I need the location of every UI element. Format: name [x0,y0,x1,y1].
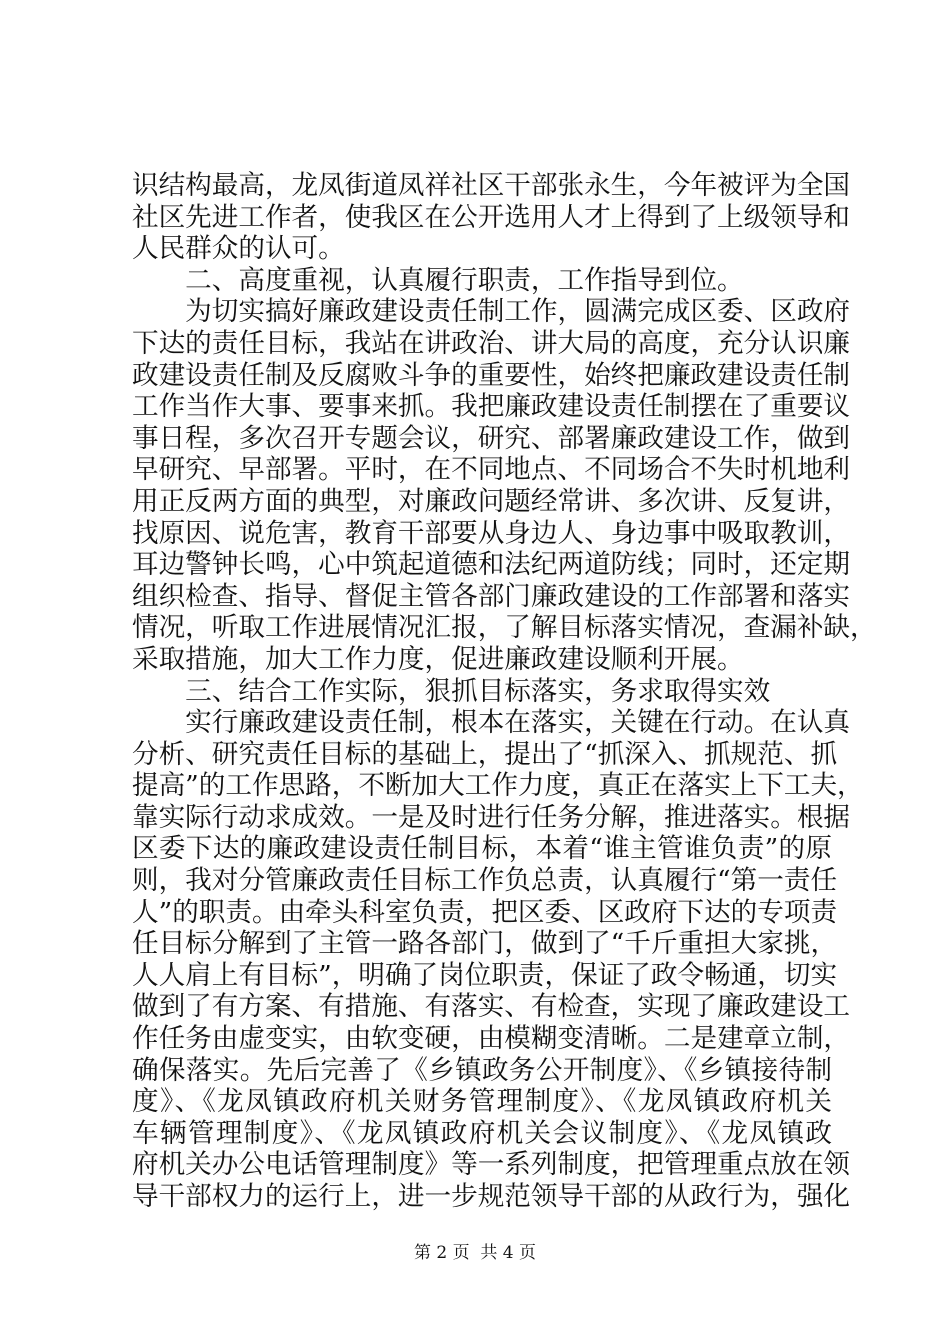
text-line: 组织检查、指导、督促主管各部门廉政建设的工作部署和落实 [132,580,851,612]
text-line: 作任务由虚变实，由软变硬，由模糊变清晰。二是建章立制， [132,1023,851,1055]
page-footer: 第 2 页 共 4 页 [413,1243,537,1263]
text-line: 三、结合工作实际，狠抓目标落实，务求取得实效 [132,675,771,707]
text-line: 人”的职责。由牵头科室负责，把区委、区政府下达的专项责 [132,896,838,928]
text-line: 工作当作大事、要事来抓。我把廉政建设责任制摆在了重要议 [132,391,851,423]
text-line: 为切实搞好廉政建设责任制工作，圆满完成区委、区政府 [132,296,851,328]
text-line: 社区先进工作者，使我区在公开选用人才上得到了上级领导和 [132,201,851,233]
text-line: 实行廉政建设责任制，根本在落实，关键在行动。在认真 [132,707,851,739]
text-line: 分析、研究责任目标的基础上，提出了“抓深入、抓规范、抓 [132,738,838,770]
text-line: 府机关办公电话管理制度》等一系列制度，把管理重点放在领 [132,1149,851,1181]
text-line: 区委下达的廉政建设责任制目标，本着“谁主管谁负责”的原 [132,833,832,865]
text-line: 事日程，多次召开专题会议，研究、部署廉政建设工作，做到 [132,422,851,454]
text-line: 早研究、早部署。平时，在不同地点、不同场合不失时机地利 [132,454,851,486]
body-text [132,170,877,1213]
text-line: 二、高度重视，认真履行职责，工作指导到位。 [132,264,744,296]
text-line: 做到了有方案、有措施、有落实、有检查，实现了廉政建设工 [132,991,851,1023]
text-line: 车辆管理制度》、《龙凤镇政府机关会议制度》、《龙凤镇政 [132,1117,832,1149]
text-line: 采取措施，加大工作力度，促进廉政建设顺利开展。 [132,643,744,675]
text-line: 情况，听取工作进展情况汇报，了解目标落实情况，查漏补缺， [132,612,877,644]
text-line: 确保落实。先后完善了《乡镇政务公开制度》、《乡镇接待制 [132,1054,832,1086]
text-line: 人人肩上有目标”，明确了岗位职责，保证了政令畅通，切实 [132,959,838,991]
text-line: 导干部权力的运行上，进一步规范领导干部的从政行为，强化 [132,1181,851,1212]
text-line: 下达的责任目标，我站在讲政治、讲大局的高度，充分认识廉 [132,327,851,359]
text-line: 任目标分解到了主管一路各部门，做到了“千斤重担大家挑， [132,928,838,960]
text-line: 耳边警钟长鸣，心中筑起道德和法纪两道防线；同时，还定期 [132,549,851,581]
text-line: 度》、《龙凤镇政府机关财务管理制度》、《龙凤镇政府机关 [132,1086,832,1118]
text-line: 人民群众的认可。 [132,233,345,265]
text-line: 找原因、说危害，教育干部要从身边人、身边事中吸取教训， [132,517,851,549]
text-line: 靠实际行动求成效。一是及时进行任务分解，推进落实。根据 [132,801,851,833]
text-line: 识结构最高，龙凤街道凤祥社区干部张永生，今年被评为全国 [132,170,851,201]
text-line: 提高”的工作思路，不断加大工作力度，真正在落实上下工夫， [132,770,864,802]
text-line: 政建设责任制及反腐败斗争的重要性，始终把廉政建设责任制 [132,359,851,391]
text-line: 用正反两方面的典型，对廉政问题经常讲、多次讲、反复讲， [132,485,851,517]
text-line: 则，我对分管廉政责任目标工作负总责，认真履行“第一责任 [132,865,838,897]
